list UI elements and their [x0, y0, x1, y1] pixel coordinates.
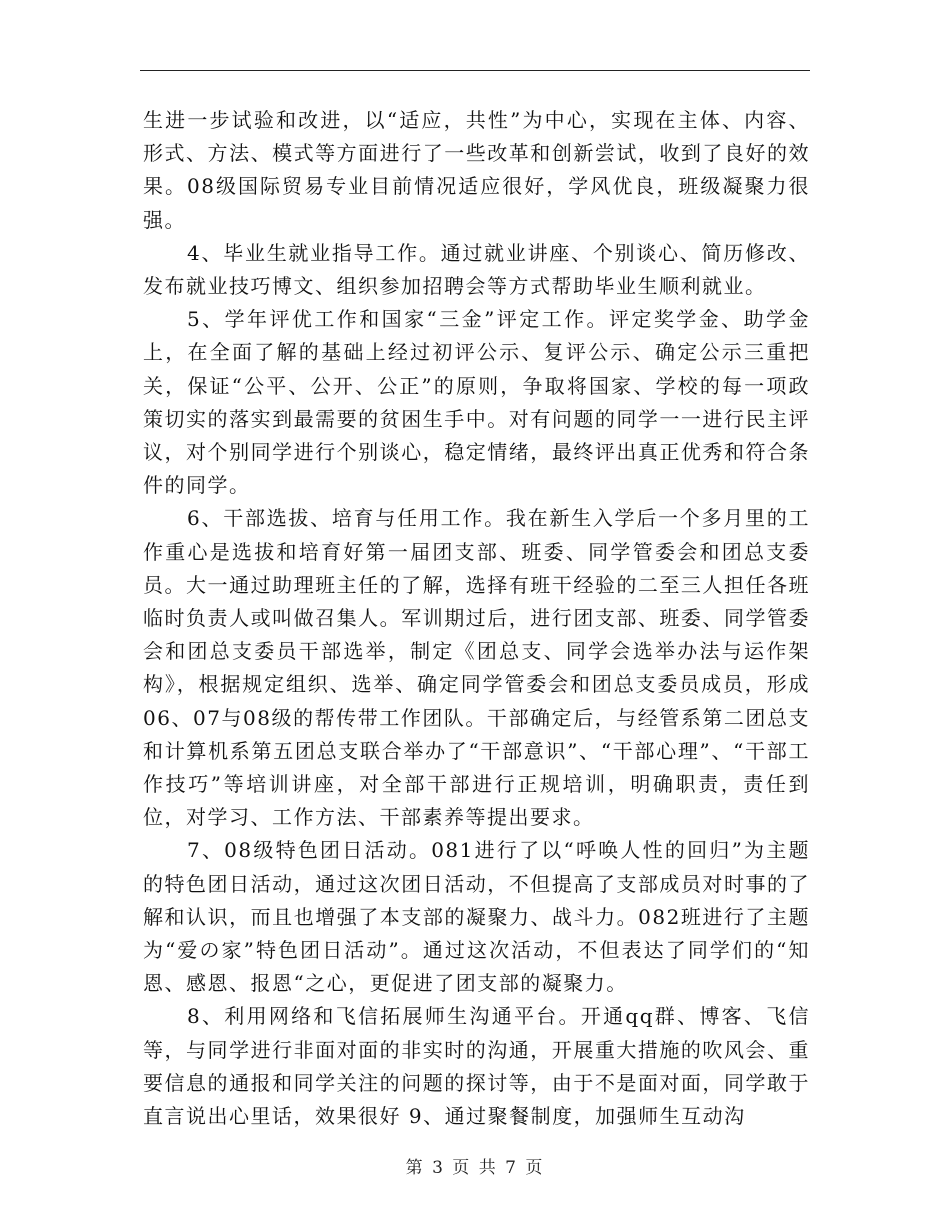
paragraph-online-communication: 8、利用网络和飞信拓展师生沟通平台。开通qq群、博客、飞信等，与同学进行非面对面的非实时的沟通，开展重大措施的吹风会、重要信息的通报和同学关注的问题的探讨等，由于不是面对面，同学敢于直言说出心里话，效果很好 9、通过聚餐制度，加强师生互动沟	[143, 1004, 810, 1129]
paragraph-scholarship-evaluation: 5、学年评优工作和国家“三金”评定工作。评定奖学金、助学金上，在全面了解的基础上经过初评公示、复评公示、确定公示三重把关，保证“公平、公开、公正”的原则，争取将国家、学校的每一项政策切实的落实到最需要的贫困生手中。对有问题的同学一一进行民主评议，对个别同学进行个别谈心，稳定情绪，最终评出真正优秀和符合条件的同学。	[143, 307, 810, 498]
page-number: 第 3 页 共 7 页	[405, 1158, 545, 1178]
paragraph-continuation: 生进一步试验和改进，以“适应，共性”为中心，实现在主体、内容、形式、方法、模式等方面进行了一些改革和创新尝试，收到了良好的效果。08级国际贸易专业目前情况适应很好，学风优良，班级凝聚力很强。	[143, 108, 810, 232]
paragraph-cadre-selection: 6、干部选拔、培育与任用工作。我在新生入学后一个多月里的工作重心是选拔和培育好第一届团支部、班委、同学管委会和团总支委员。大一通过助理班主任的了解，选择有班干经验的二至三人担任各班临时负责人或叫做召集人。军训期过后，进行团支部、班委、同学管委会和团总支委员干部选举，制定《团总支、同学会选举办法与运作架构》，根据规定组织、选举、确定同学管委会和团总支委员成员，形成06、07与08级的帮传带工作团队。干部确定后，与经管系第二团总支和计算机系第五团总支联合举办了“干部意识”、“干部心理”、“干部工作技巧”等培训讲座，对全部干部进行正规培训，明确职责，责任到位，对学习、工作方法、干部素养等提出要求。	[143, 506, 810, 830]
paragraph-league-day-activity: 7、08级特色团日活动。081进行了以“呼唤人性的回归”为主题的特色团日活动，通过这次团日活动，不但提高了支部成员对时事的了解和认识，而且也增强了本支部的凝聚力、战斗力。082班进行了主题为“爱の家”特色团日活动”。通过这次活动，不但表达了同学们的“知恩、感恩、报恩“之心，更促进了团支部的凝聚力。	[143, 838, 810, 996]
header-rule	[140, 70, 810, 71]
paragraph-employment-guidance: 4、毕业生就业指导工作。通过就业讲座、个别谈心、简历修改、发布就业技巧博文、组织参加招聘会等方式帮助毕业生顺利就业。	[143, 240, 810, 299]
document-body	[143, 104, 810, 1133]
